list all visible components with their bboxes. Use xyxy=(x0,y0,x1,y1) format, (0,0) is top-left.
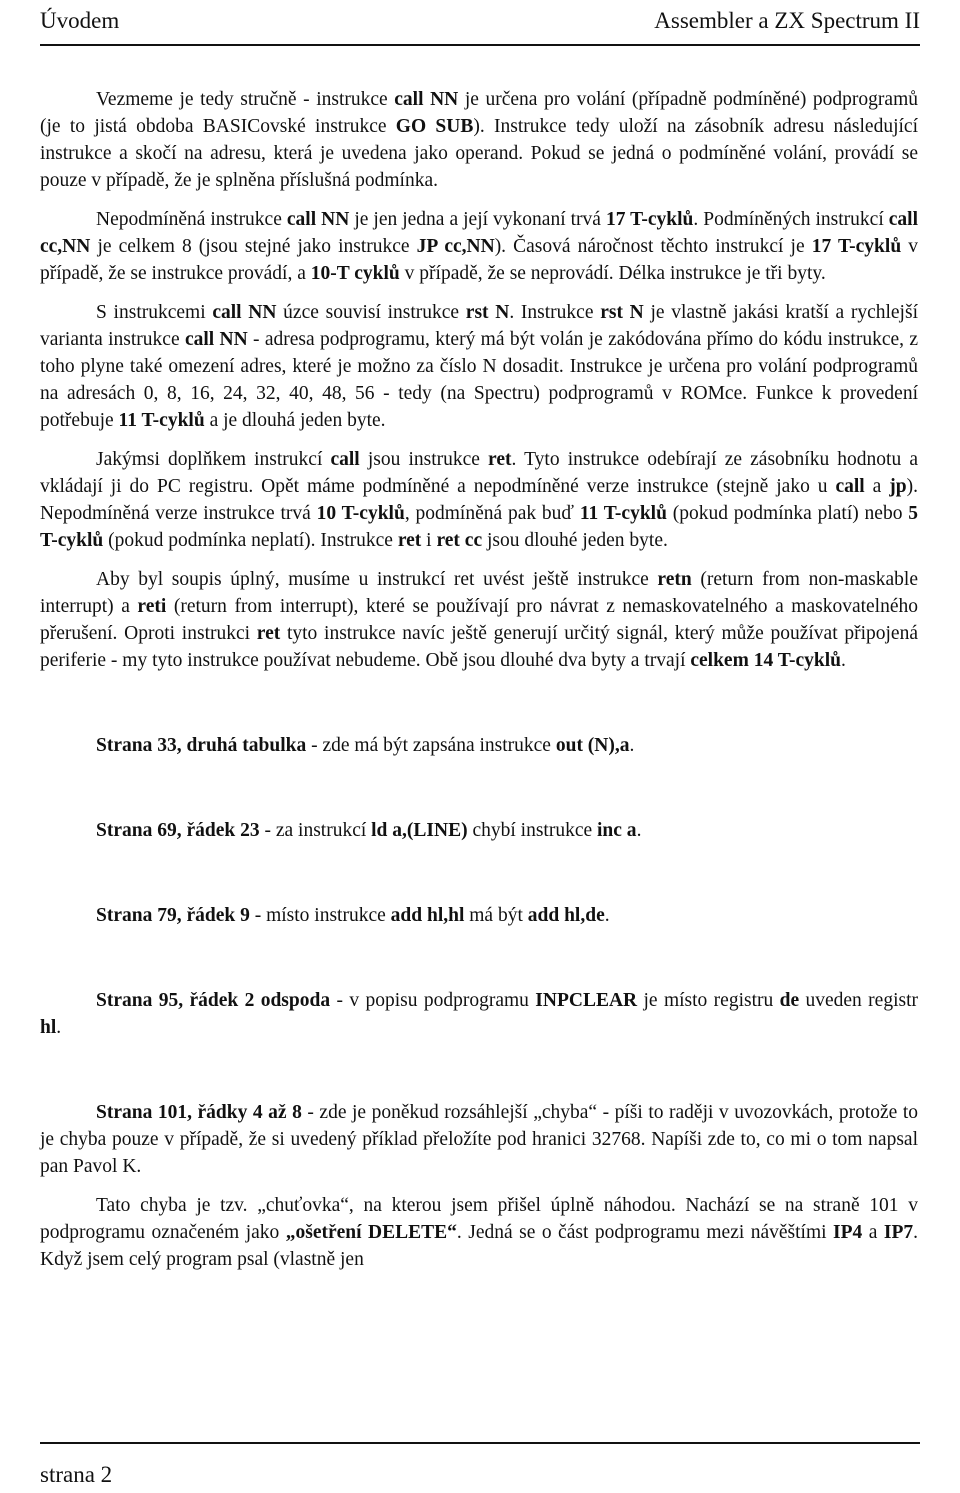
page-number: strana 2 xyxy=(40,1462,113,1487)
text-run: má být xyxy=(464,905,528,926)
text-run: ). Instrukce tedy uloží na zásobník adresu následující instrukce a skočí na adresu, která je uvedena jako operand. Pokud se jedná o podmíněné volání, provádí se pouze v případě, že je splněna příslušná podmínka. xyxy=(40,116,918,191)
paragraph-retn-reti xyxy=(40,566,918,674)
bold-term: Strana 33, druhá tabulka xyxy=(96,735,307,756)
bold-term: 5 T-cyklů xyxy=(40,503,919,551)
bold-term: IP4 xyxy=(833,1222,863,1243)
bold-term: call NN xyxy=(286,209,350,230)
text-run: S instrukcemi xyxy=(96,302,213,323)
bold-term: ret cc xyxy=(436,530,483,551)
text-run: je určena pro volání (případně podmíněné) podprogramů (je to jistá obdoba BASICovské instrukce xyxy=(40,89,918,137)
text-run: a je dlouhá jeden byte. xyxy=(204,410,386,431)
text-run: . xyxy=(629,735,635,756)
text-run: - za instrukcí xyxy=(259,820,372,841)
bold-term: Strana 69, řádek 23 xyxy=(96,820,260,841)
bold-term: JP cc,NN xyxy=(416,236,495,257)
text-run: a xyxy=(862,1222,884,1243)
bold-term: 17 T-cyklů xyxy=(605,209,694,230)
text-run: . Jedná se o část podprogramu mezi návěštími xyxy=(456,1222,834,1243)
bold-term: „ošetření DELETE“ xyxy=(285,1222,457,1243)
bold-term: ret xyxy=(488,449,512,470)
bold-term: 10-T cyklů xyxy=(310,263,400,284)
text-run: jsou instrukce xyxy=(359,449,489,470)
text-run: . Podmíněných instrukcí xyxy=(693,209,889,230)
text-run: - adresa podprogramu, který má být volán je zakódována přímo do kódu instrukce, z toho plyne také omezení adres, které je možno za číslo N dosadit. Instrukce je určena pro volání podprogramů na adresách 0, 8, 16, 24, 32, 40, 48, 56 - tedy (na Spectru) podprogramů v ROMce. Funkce k provedení potřebuje xyxy=(40,329,919,431)
text-run: (return from interrupt), které se používají pro návrat z nemaskovatelného a maskovatelného přerušení. Oproti instrukci xyxy=(40,596,919,644)
text-run: . Když jsem celý program psal (vlastně jen xyxy=(40,1222,919,1270)
text-run: i xyxy=(421,530,437,551)
text-run: - zde má být zapsána instrukce xyxy=(306,735,556,756)
bold-term: 11 T-cyklů xyxy=(579,503,667,524)
erratum-page-79 xyxy=(40,902,918,929)
text-run: . Instrukce xyxy=(509,302,601,323)
text-run: - místo instrukce xyxy=(249,905,391,926)
bold-term: call NN xyxy=(394,89,459,110)
text-run: ). Časová náročnost těchto instrukcí je xyxy=(494,236,812,257)
text-run: je jen jedna a její vykonaní trvá xyxy=(349,209,606,230)
bold-term: add hl,de xyxy=(527,905,605,926)
header-divider xyxy=(40,44,920,46)
text-run: v případě, že se instrukce provádí, a xyxy=(40,236,919,284)
erratum-page-95 xyxy=(40,987,918,1041)
bold-term: 17 T-cyklů xyxy=(811,236,902,257)
paragraph-ret xyxy=(40,446,918,554)
erratum-page-101 xyxy=(40,1099,918,1180)
text-run: v případě, že se neprovádí. Délka instrukce je tři byty. xyxy=(399,263,826,284)
text-run: je celkem 8 (jsou stejné jako instrukce xyxy=(90,236,417,257)
bold-term: ret xyxy=(397,530,422,551)
paragraph-call-timing xyxy=(40,206,918,287)
text-run: Tato chyba je tzv. „chuťovka“, na kterou jsem přišel úplně náhodou. Nachází se na straně 101 v podprogramu označeném jako xyxy=(40,1195,918,1243)
bold-term: ld a,(LINE) xyxy=(371,820,468,841)
bold-term: 11 T-cyklů xyxy=(118,410,205,431)
bold-term: hl xyxy=(40,1017,57,1038)
book-title: Assembler a ZX Spectrum II xyxy=(654,8,920,33)
text-run: je vlastně jakási kratší a rychlejší varianta instrukce xyxy=(40,302,918,350)
erratum-page-33 xyxy=(40,732,918,759)
bold-term: jp xyxy=(889,476,907,497)
bold-term: add hl,hl xyxy=(390,905,465,926)
text-run: . xyxy=(56,1017,62,1038)
bold-term: out (N),a xyxy=(555,735,630,756)
bold-term: call NN xyxy=(184,329,248,350)
bold-term: 10 T-cyklů xyxy=(316,503,405,524)
text-run: Aby byl soupis úplný, musíme u instrukcí ret uvést ještě instrukce xyxy=(96,569,658,590)
bold-term: GO SUB xyxy=(395,116,474,137)
text-run: Nepodmíněná instrukce xyxy=(96,209,287,230)
text-run: tyto instrukce navíc ještě generují určitý signál, který může používat připojená periferie - my tyto instrukce používat nebudeme. Obě jsou dlouhé dva byty a trvají xyxy=(40,623,918,671)
bold-term: ret xyxy=(256,623,281,644)
paragraph-call-intro xyxy=(40,86,918,194)
bold-term: reti xyxy=(137,596,167,617)
text-run: jsou dlouhé jeden byte. xyxy=(482,530,668,551)
bold-term: Strana 101, řádky 4 až 8 xyxy=(96,1102,302,1123)
text-run: . Tyto instrukce odebírají ze zásobníku hodnotu a vkládají ji do PC registru. Opět máme podmíněné a nepodmíněné verze instrukce (stejně jako u xyxy=(40,449,918,497)
text-run: ). Nepodmíněná verze instrukce trvá xyxy=(40,476,918,524)
bold-term: INPCLEAR xyxy=(535,990,638,1011)
bold-term: retn xyxy=(657,569,692,590)
bold-term: call xyxy=(835,476,865,497)
text-run: úzce souvisí instrukce xyxy=(276,302,466,323)
bold-term: call NN xyxy=(212,302,277,323)
chapter-title: Úvodem xyxy=(40,8,120,33)
text-run: chybí instrukce xyxy=(467,820,598,841)
text-run: a xyxy=(864,476,890,497)
text-run: . xyxy=(636,820,642,841)
bold-term: inc a xyxy=(597,820,637,841)
bold-term: IP7 xyxy=(883,1222,914,1243)
bold-term: Strana 79, řádek 9 xyxy=(96,905,250,926)
text-run: . xyxy=(604,905,610,926)
bold-term: celkem 14 T-cyklů xyxy=(690,650,841,671)
bold-term: rst N xyxy=(465,302,510,323)
text-run: (return from non-maskable interrupt) a xyxy=(40,569,918,617)
text-run: uveden registr xyxy=(799,990,918,1011)
footer-divider xyxy=(40,1442,920,1444)
paragraph-chutovka xyxy=(40,1192,918,1273)
text-run: je místo registru xyxy=(637,990,780,1011)
text-run: (pokud podmínka neplatí). Instrukce xyxy=(103,530,398,551)
bold-term: Strana 95, řádek 2 odspoda xyxy=(96,990,331,1011)
text-run: - v popisu podprogramu xyxy=(330,990,536,1011)
text-run: (pokud podmínka platí) nebo xyxy=(666,503,909,524)
paragraph-rst xyxy=(40,299,918,434)
text-run: , podmíněná pak buď xyxy=(404,503,580,524)
bold-term: call xyxy=(330,449,360,470)
text-run: Jakýmsi doplňkem instrukcí xyxy=(96,449,331,470)
text-run: . xyxy=(840,650,846,671)
bold-term: call cc,NN xyxy=(40,209,919,257)
page-body xyxy=(40,86,918,1273)
bold-term: de xyxy=(779,990,800,1011)
text-run: - zde je poněkud rozsáhlejší „chyba“ - píši to raději v uvozovkách, protože to je chyba pouze v případě, že si uvedený příklad přeložíte pod hranici 32768. Napíši zde to, co mi o tom napsal pan Pavol K. xyxy=(40,1102,918,1177)
bold-term: rst N xyxy=(600,302,644,323)
erratum-page-69 xyxy=(40,817,918,844)
text-run: Vezmeme je tedy stručně - instrukce xyxy=(96,89,395,110)
page-header xyxy=(40,0,920,42)
